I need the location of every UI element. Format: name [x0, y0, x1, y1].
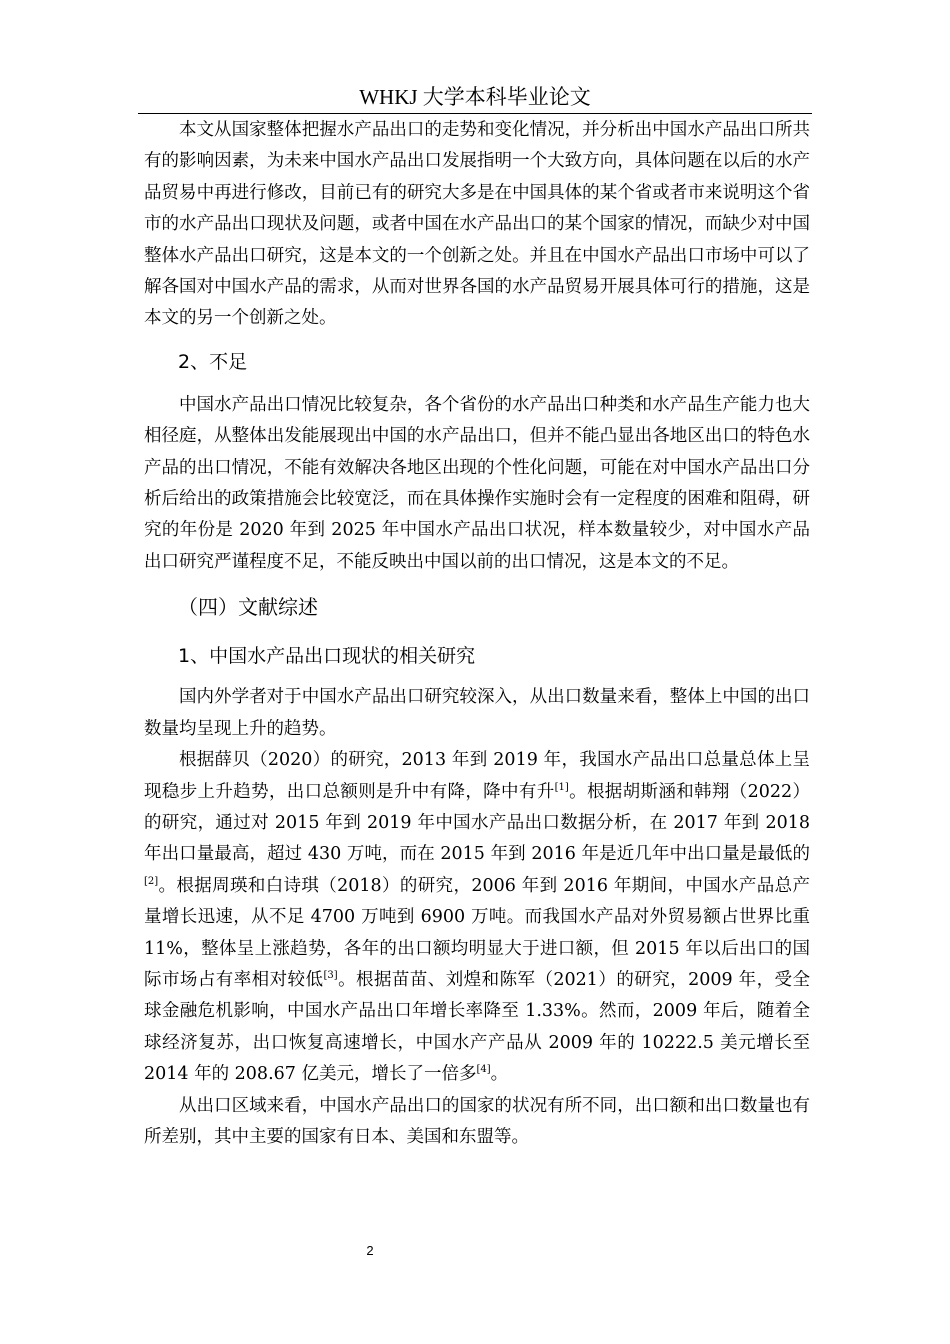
- page-number: 2: [366, 1243, 374, 1258]
- paragraph-innovation: 本文从国家整体把握水产品出口的走势和变化情况，并分析出中国水产品出口所共有的影响因素，为未来中国水产品出口发展指明一个大致方向，具体问题在以后的水产品贸易中再进行修改，目前已有的研究大多是在中国具体的某个省或者市来说明这个省市的水产品出口现状及问题，或者中国在水产品出口的某个国家的情况，而缺少对中国整体水产品出口研究，这是本文的一个创新之处。并且在中国水产品出口市场中可以了解各国对中国水产品的需求，从而对世界各国的水产品贸易开展具体可行的措施，这是本文的另一个创新之处。: [144, 120, 810, 329]
- section-heading-literature-review: （四）文献综述: [178, 595, 318, 620]
- text-segment: 根据薛贝（2020）的研究，2013 年到 2019 年，我国水产品出口总量总体上呈现稳步上升趋势，出口总额则是升中有降，降中有升: [144, 750, 810, 802]
- citation-1: [1]: [554, 781, 569, 793]
- citation-3: [3]: [323, 970, 338, 982]
- subheading-export-status-research: 1、中国水产品出口现状的相关研究: [178, 645, 476, 668]
- document-body: [144, 115, 810, 1153]
- paragraph-shortcoming: 中国水产品出口情况比较复杂，各个省份的水产品出口种类和水产品生产能力也大相径庭，从整体出发能展现出中国的水产品出口，但并不能凸显出各地区出口的特色水产品的出口情况，不能有效解决各地区出现的个性化问题，可能在对中国水产品出口分析后给出的政策措施会比较宽泛，而在具体操作实施时会有一定程度的困难和阻碍，研究的年份是 2020 年到 2025 年中国水产品出口状况，样本数量较少，对中国水产品出口研究严谨程度不足，不能反映出中国以前的出口情况，这是本文的不足。: [144, 394, 810, 572]
- text-segment: 。根据胡斯涵和韩翔（2022）的研究，通过对 2015 年到 2019 年中国水产品出口数据分析，在 2017 年到 2018 年出口量最高，超过 430 万吨，而在 2015 年到 2016 年是近几年中出口量是最低的: [144, 781, 810, 865]
- paragraph-overview: 国内外学者对于中国水产品出口研究较深入，从出口数量来看，整体上中国的出口数量均呈现上升的趋势。: [144, 687, 810, 739]
- header-divider: [138, 113, 812, 114]
- citation-4: [4]: [476, 1064, 491, 1076]
- page-header-title: WHKJ 大学本科毕业论文: [359, 85, 591, 109]
- paragraph-literature-findings: [144, 745, 810, 1090]
- text-segment: 。: [490, 1064, 509, 1085]
- heading-shortcoming: 2、不足: [178, 350, 248, 373]
- text-segment: 。根据苗苗、刘煌和陈军（2021）的研究，2009 年，受全球金融危机影响，中国水产品出口年增长率降至 1.33%。然而，2009 年后，随着全球经济复苏，出口恢复高速增长，中国水产产品从 2009 年的 10222.5 美元增长至 2014 年的 208.67 亿美元，增长了一倍多: [144, 969, 810, 1085]
- text-segment: 。根据周瑛和白诗琪（2018）的研究，2006 年到 2016 年期间，中国水产品总产量增长迅速，从不足 4700 万吨到 6900 万吨。而我国水产品对外贸易额占世界比重 11%，整体呈上涨趋势，各年的出口额均明显大于进口额，但 2015 年以后出口的国际市场占有率相对较低: [144, 875, 810, 990]
- citation-2: [2]: [144, 875, 159, 887]
- paragraph-export-regions: 从出口区域来看，中国水产品出口的国家的状况有所不同，出口额和出口数量也有所差别，其中主要的国家有日本、美国和东盟等。: [144, 1095, 810, 1147]
